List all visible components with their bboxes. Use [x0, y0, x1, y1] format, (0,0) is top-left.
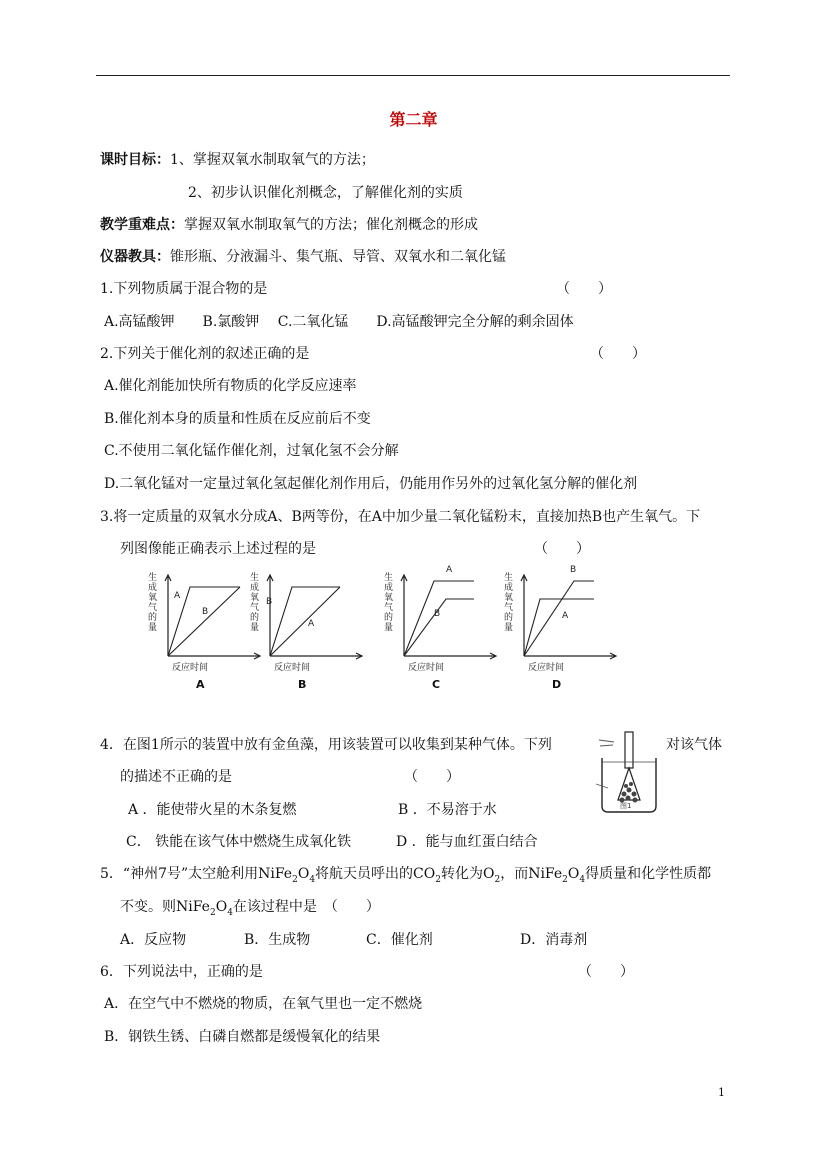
key-line	[100, 215, 478, 235]
q5-text-7: 得质量和化学性质都	[585, 866, 712, 882]
q5-sub-8: 4	[227, 907, 233, 918]
x-axis-label: 反应时间	[408, 663, 445, 673]
q5-sub-6: 4	[579, 874, 586, 885]
q6-option-b: B．钢铁生锈、白磷自燃都是缓慢氧化的结果	[104, 1029, 381, 1045]
x-axis-label: 反应时间	[528, 663, 565, 673]
q5-option-a: A．反应物	[120, 932, 187, 948]
q4-stem-2: 的描述不正确的是	[120, 769, 232, 785]
q5-text-1: 5．“神州7号”太空舱利用NiFe	[100, 866, 293, 882]
curve-b-label: B	[202, 607, 209, 617]
q4-stem-1b: 对该气体	[666, 737, 722, 753]
curve-b-label: B	[434, 609, 441, 619]
q5-sub-7: 2	[209, 907, 216, 918]
q5-sub-3: 2	[435, 874, 441, 885]
q5-option-b: B．生成物	[244, 932, 311, 948]
q2-stem: 2.下列关于催化剂的叙述正确的是	[100, 346, 310, 362]
graph-option-label: C	[432, 678, 441, 691]
q3-graphs	[0, 565, 827, 725]
q4-stem-1a: 4．在图1所示的装置中放有金鱼藻，用该装置可以收集到某种气体。下列	[100, 737, 552, 753]
q2-option-d: D.二氧化锰对一定量过氧化氢起催化剂作用后，仍能用作另外的过氧化氢分解的催化剂	[104, 476, 638, 492]
q4-option-b: B ．不易溶于水	[398, 802, 497, 818]
q1-answer-paren: （ ）	[556, 281, 612, 297]
q5-text-3: 将航天员呼出的CO	[315, 866, 436, 882]
q3-stem-1: 3.将一定质量的双氧水分成A、B两等份，在A中加少量二氧化锰粉末，直接加热B也产生氧气。下	[100, 509, 701, 525]
q2-answer-paren: （ ）	[590, 346, 646, 362]
q4-option-d: D ．能与血红蛋白结合	[396, 834, 538, 850]
curve-a-label: A	[562, 611, 569, 621]
q6-stem: 6．下列说法中，正确的是	[100, 964, 263, 980]
q1-stem: 1.下列物质属于混合物的是	[100, 281, 268, 297]
figure-caption: 图1	[620, 802, 632, 810]
test-tube	[625, 732, 633, 768]
q5-text-10: 在该过程中是 （ ）	[232, 899, 380, 915]
page-title: 第二章	[389, 110, 438, 129]
header-rule	[96, 75, 730, 76]
q4-option-a: A ．能使带火星的木条复燃	[128, 802, 297, 818]
graph-option-label: B	[298, 678, 307, 691]
q5-sub-1: 2	[292, 874, 298, 885]
q5-sub-5: 2	[562, 874, 568, 885]
q5-text-9: O	[215, 899, 228, 915]
graph-option-label: D	[552, 678, 562, 691]
x-axis-label: 反应时间	[274, 663, 311, 673]
key-text: 掌握双氧水制取氧气的方法；催化剂概念的形成	[184, 217, 478, 233]
key-label: 教学重难点：	[100, 217, 184, 233]
q5-stem-1	[100, 864, 711, 890]
y-axis-label: 生成氧气的量	[250, 573, 260, 633]
tools-line	[100, 247, 506, 267]
tools-label: 仪器教具：	[100, 249, 170, 265]
page-number: 1	[718, 1086, 725, 1099]
q5-text-2: O	[297, 866, 310, 882]
figure-1-apparatus	[594, 728, 664, 818]
goal-line-1	[100, 150, 375, 170]
curve-b-label: B	[570, 565, 577, 575]
goal-label: 课时目标：	[100, 152, 170, 168]
q1-options: A.高锰酸钾 B.氯酸钾 C.二氧化锰 D.高锰酸钾完全分解的剩余固体	[104, 314, 574, 330]
goal-1: 1、掌握双氧水制取氧气的方法；	[170, 152, 375, 168]
q5-option-c: C．催化剂	[366, 932, 433, 948]
goal-2: 2、初步认识催化剂概念，了解催化剂的实质	[188, 185, 463, 201]
y-axis-label: 生成氧气的量	[384, 573, 394, 633]
curve-b	[404, 599, 474, 656]
q4-answer-paren: （ ）	[404, 769, 460, 785]
q5-sub-2: 4	[309, 874, 316, 885]
spark-mark	[599, 740, 614, 742]
y-axis-label: 生成氧气的量	[504, 573, 514, 633]
graph-option-label: A	[196, 678, 205, 691]
curve-a-label: A	[174, 591, 181, 601]
q5-text-8: 不变。则NiFe	[120, 899, 210, 915]
q5-text-4: 转化为O	[440, 866, 495, 882]
q5-text-6: O	[567, 866, 580, 882]
x-axis-label: 反应时间	[172, 663, 209, 673]
q5-sub-4: 2	[494, 874, 501, 885]
q6-answer-paren: （ ）	[578, 964, 634, 980]
q3-stem-2: 列图像能正确表示上述过程的是	[120, 541, 316, 557]
curve-a-label: A	[308, 619, 315, 629]
q4-option-c: C． 铁能在该气体中燃烧生成氧化铁	[126, 834, 352, 850]
q6-option-a: A．在空气中不燃烧的物质，在氧气里也一定不燃烧	[104, 996, 423, 1012]
curve-a	[524, 599, 594, 656]
curve-b-label: B	[266, 597, 273, 607]
q5-stem-2	[120, 897, 380, 923]
tools-text: 锥形瓶、分液漏斗、集气瓶、导管、双氧水和二氧化锰	[170, 249, 506, 265]
q3-answer-paren: （ ）	[534, 541, 590, 557]
spark-mark-2	[600, 745, 613, 746]
q5-option-d: D．消毒剂	[520, 932, 588, 948]
q2-option-a: A.催化剂能加快所有物质的化学反应速率	[104, 378, 357, 394]
y-axis-label: 生成氧气的量	[148, 573, 158, 633]
q5-text-5: ，而NiFe	[500, 866, 563, 882]
q2-option-c: C.不使用二氧化锰作催化剂，过氧化氢不会分解	[104, 443, 399, 459]
curve-a-label: A	[446, 565, 453, 575]
q2-option-b: B.催化剂本身的质量和性质在反应前后不变	[104, 411, 371, 427]
